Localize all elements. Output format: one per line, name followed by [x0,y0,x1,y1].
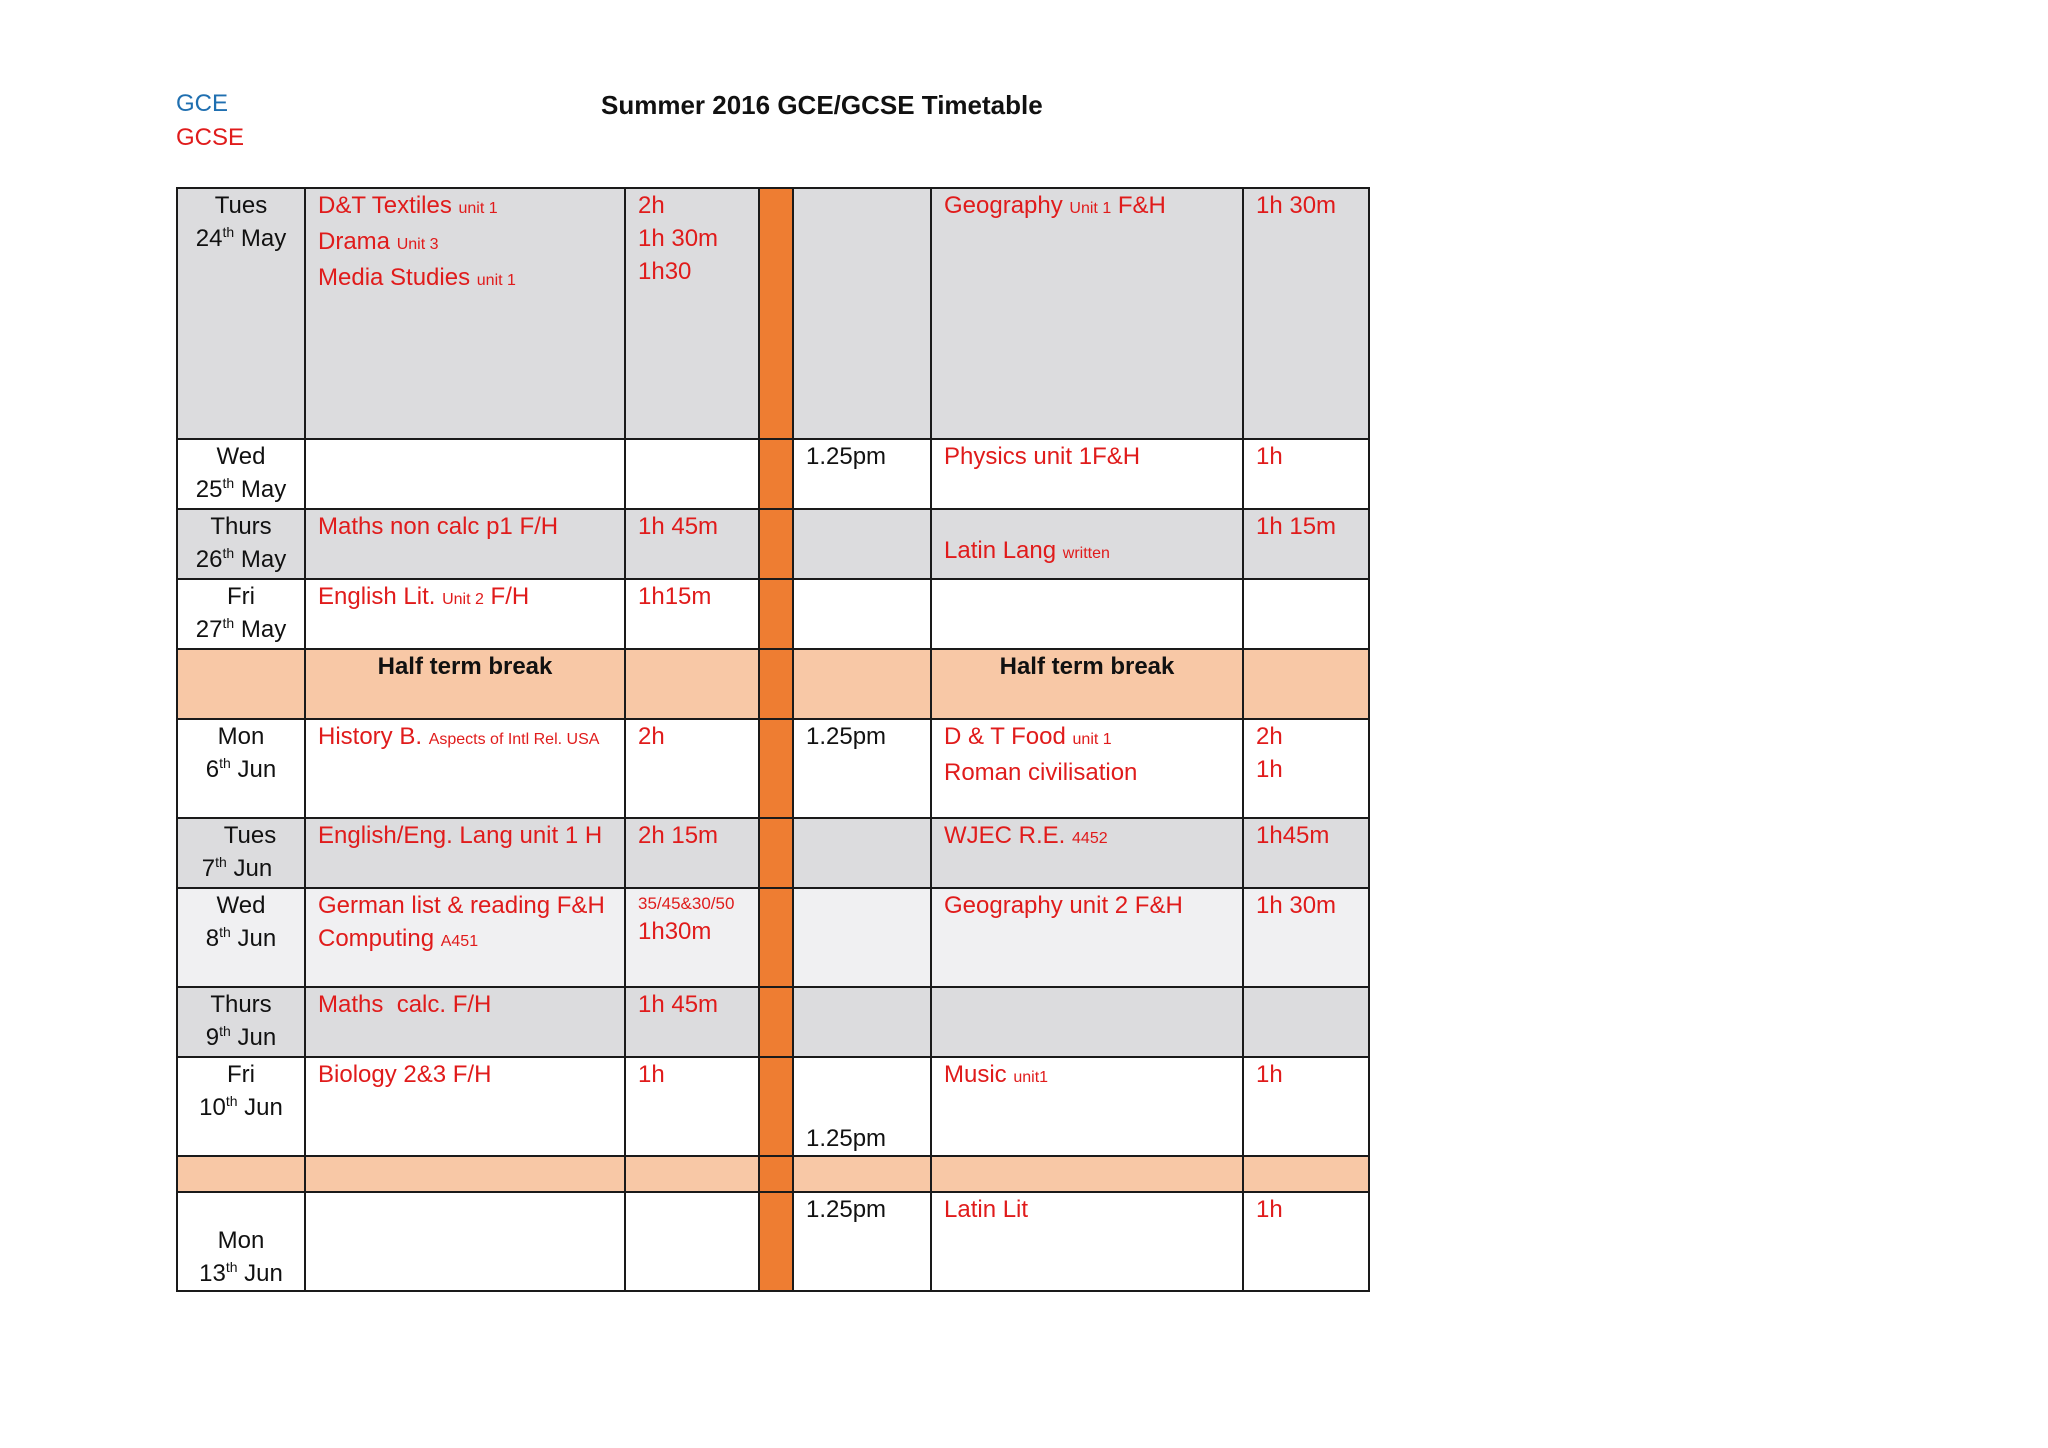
afternoon-duration-cell: 1h45m [1243,818,1369,888]
morning-subject-cell: Maths non calc p1 F/H [305,509,625,579]
afternoon-subject-cell: Latin Lang written [931,509,1243,579]
divider-cell [759,888,793,987]
table-row [177,1057,1369,1156]
morning-duration-cell: 2h 1h 30m 1h30 [625,188,759,439]
morning-duration-cell: 2h [625,719,759,818]
legend-gcse: GCSE [176,124,245,151]
divider-cell [759,818,793,888]
afternoon-time-cell [793,579,931,649]
separator-cell [793,1156,931,1192]
afternoon-subject-cell: D & T Food unit 1 Roman civilisation [931,719,1243,818]
legend-gce: GCE [176,90,229,117]
separator-cell [177,1156,305,1192]
morning-duration-cell [625,649,759,719]
morning-duration-cell: 2h 15m [625,818,759,888]
morning-subject-cell: Maths calc. F/H [305,987,625,1057]
afternoon-subject-cell: Music unit1 [931,1057,1243,1156]
divider-cell [759,509,793,579]
morning-subject-cell: English Lit. Unit 2 F/H [305,579,625,649]
day-cell: Tues 24th May [177,188,305,439]
morning-duration-cell: 1h 45m [625,509,759,579]
day-cell: Mon 13th Jun [177,1192,305,1291]
afternoon-duration-cell: 1h [1243,1192,1369,1291]
morning-duration-cell: 1h15m [625,579,759,649]
afternoon-subject-cell: Geography Unit 1 F&H [931,188,1243,439]
table-row [177,987,1369,1057]
afternoon-subject-cell [931,579,1243,649]
separator-cell [625,1156,759,1192]
day-cell: Wed 25th May [177,439,305,509]
afternoon-duration-cell: 1h 15m [1243,509,1369,579]
table-row [177,579,1369,649]
divider-cell [759,987,793,1057]
morning-duration-cell [625,1192,759,1291]
day-cell [177,649,305,719]
divider-cell [759,1192,793,1291]
divider-cell [759,1057,793,1156]
divider-cell [759,649,793,719]
table-row [177,1192,1369,1291]
afternoon-time-cell [793,818,931,888]
separator-row [177,1156,1369,1192]
half-term-label-left: Half term break [305,649,625,719]
half-term-label-right: Half term break [931,649,1243,719]
afternoon-duration-cell [1243,579,1369,649]
afternoon-duration-cell: 1h 30m [1243,188,1369,439]
day-cell: Wed 8th Jun [177,888,305,987]
day-cell: Mon 6th Jun [177,719,305,818]
table-row [177,439,1369,509]
afternoon-subject-cell: Physics unit 1F&H [931,439,1243,509]
afternoon-subject-cell: Geography unit 2 F&H [931,888,1243,987]
page-title: Summer 2016 GCE/GCSE Timetable [601,90,1043,120]
morning-subject-cell: English/Eng. Lang unit 1 H [305,818,625,888]
morning-duration-cell: 1h [625,1057,759,1156]
separator-cell [305,1156,625,1192]
morning-duration-cell [625,439,759,509]
day-cell: Fri 27th May [177,579,305,649]
afternoon-duration-cell [1243,649,1369,719]
table-row [177,188,1369,439]
morning-subject-cell [305,439,625,509]
morning-subject-cell: D&T Textiles unit 1 Drama Unit 3 Media Studies unit 1 [305,188,625,439]
day-cell: Thurs 26th May [177,509,305,579]
morning-subject-cell: German list & reading F&H Computing A451 [305,888,625,987]
table-row [177,719,1369,818]
afternoon-time-cell [793,509,931,579]
afternoon-time-cell [793,987,931,1057]
afternoon-time-cell: 1.25pm [793,719,931,818]
day-cell: Tues 7th Jun [177,818,305,888]
table-row [177,818,1369,888]
afternoon-duration-cell [1243,987,1369,1057]
afternoon-time-cell [793,649,931,719]
morning-subject-cell: Biology 2&3 F/H [305,1057,625,1156]
afternoon-time-cell [793,188,931,439]
afternoon-subject-cell [931,987,1243,1057]
table-row [177,509,1369,579]
morning-subject-cell [305,1192,625,1291]
half-term-row [177,649,1369,719]
afternoon-subject-cell: Latin Lit [931,1192,1243,1291]
morning-subject-cell: History B. Aspects of Intl Rel. USA [305,719,625,818]
afternoon-duration-cell: 2h 1h [1243,719,1369,818]
morning-duration-cell: 1h 45m [625,987,759,1057]
morning-duration-cell: 35/45&30/50 1h30m [625,888,759,987]
divider-cell [759,439,793,509]
afternoon-time-cell: 1.25pm [793,1057,931,1156]
divider-cell [759,1156,793,1192]
afternoon-duration-cell: 1h [1243,1057,1369,1156]
afternoon-duration-cell: 1h [1243,439,1369,509]
afternoon-subject-cell: WJEC R.E. 4452 [931,818,1243,888]
afternoon-time-cell: 1.25pm [793,1192,931,1291]
timetable [176,187,1370,1292]
table-row [177,888,1369,987]
day-cell: Thurs 9th Jun [177,987,305,1057]
divider-cell [759,188,793,439]
afternoon-time-cell [793,888,931,987]
divider-cell [759,719,793,818]
separator-cell [1243,1156,1369,1192]
afternoon-duration-cell: 1h 30m [1243,888,1369,987]
divider-cell [759,579,793,649]
afternoon-time-cell: 1.25pm [793,439,931,509]
separator-cell [931,1156,1243,1192]
day-cell: Fri 10th Jun [177,1057,305,1156]
